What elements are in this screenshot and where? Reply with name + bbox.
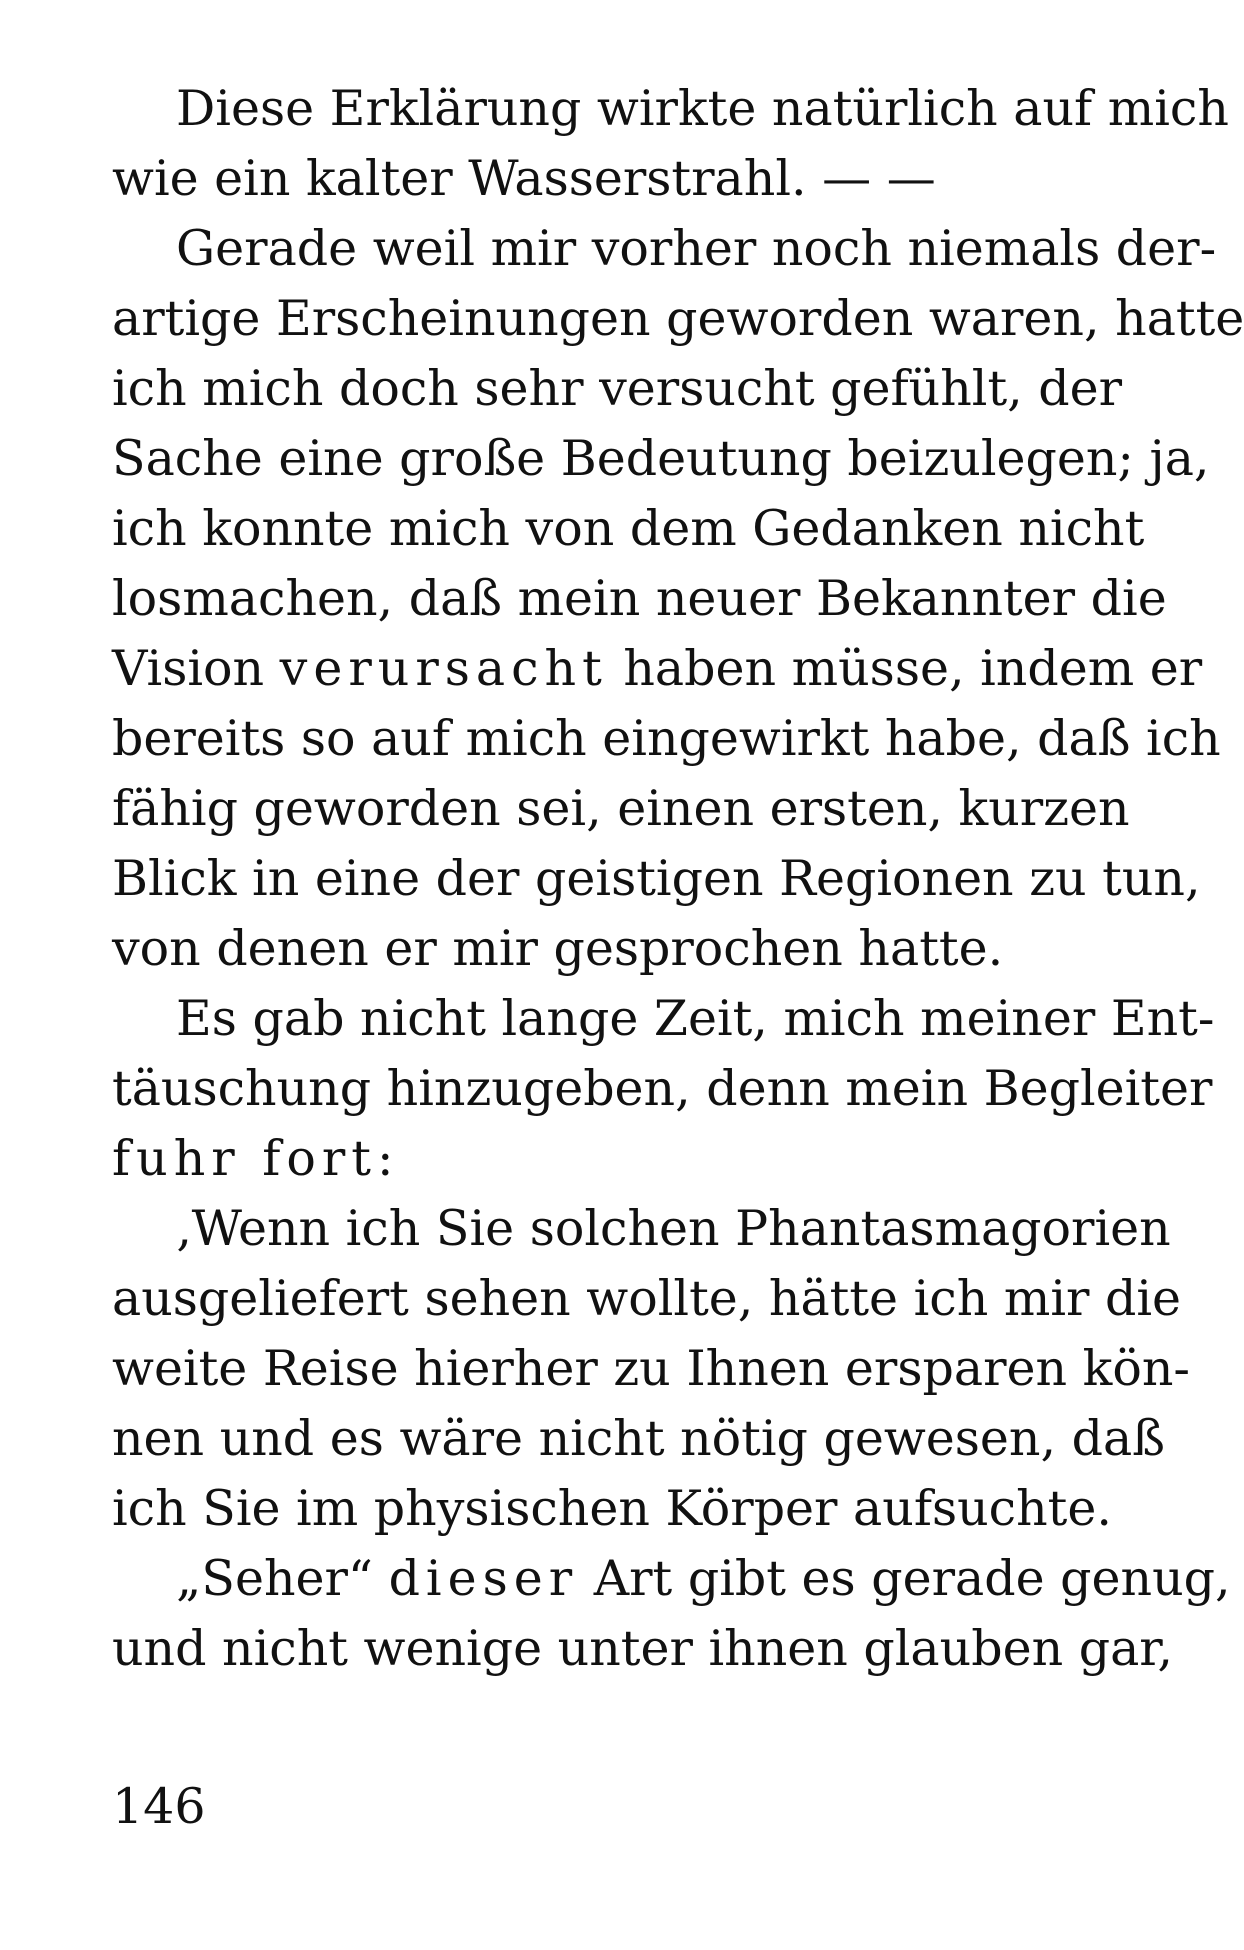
text-line: und nicht wenige unter ihnen glauben gar,	[112, 1620, 1173, 1677]
text-line: wie ein kalter Wasserstrahl. — —	[112, 150, 936, 207]
text-segment: Vision	[112, 640, 265, 697]
body-text	[112, 74, 1244, 1684]
text-line: Es gab nicht lange Zeit, mich meiner Ent-	[176, 990, 1215, 1047]
text-line: Sache eine große Bedeutung beizulegen; ja,	[112, 430, 1210, 487]
text-line: ausgeliefert sehen wollte, hätte ich mir die	[112, 1270, 1182, 1327]
emphasized-word: verursacht	[279, 640, 608, 697]
text-line: fuhr fort:	[112, 1130, 400, 1187]
text-line: ‚Wenn ich Sie solchen Phantasmagorien	[176, 1200, 1171, 1257]
text-line: ich konnte mich von dem Gedanken nicht	[112, 500, 1145, 557]
text-line	[112, 634, 1203, 704]
text-line: nen und es wäre nicht nötig gewesen, daß	[112, 1410, 1165, 1467]
text-line	[112, 1544, 1231, 1614]
text-segment: haben müsse, indem er	[623, 640, 1203, 697]
text-segment: „Seher“	[176, 1550, 373, 1607]
text-line: täuschung hinzugeben, denn mein Begleiter	[112, 1060, 1213, 1117]
text-line: bereits so auf mich eingewirkt habe, daß ich	[112, 710, 1221, 767]
text-line: ich Sie im physischen Körper aufsuchte.	[112, 1480, 1112, 1537]
text-line: weite Reise hierher zu Ihnen ersparen kön-	[112, 1340, 1190, 1397]
text-line: Gerade weil mir vorher noch niemals der-	[176, 220, 1217, 277]
text-line: von denen er mir gesprochen hatte.	[112, 920, 1004, 977]
text-line: Diese Erklärung wirkte natürlich auf mich	[176, 80, 1229, 137]
text-segment: Art gibt es gerade genug,	[593, 1550, 1231, 1607]
text-line: Blick in eine der geistigen Regionen zu tun,	[112, 850, 1201, 907]
page-number: 146	[112, 1778, 206, 1835]
text-line: losmachen, daß mein neuer Bekannter die	[112, 570, 1167, 627]
text-line: artige Erscheinungen geworden waren, hatte	[112, 290, 1244, 347]
text-line: ich mich doch sehr versucht gefühlt, der	[112, 360, 1123, 417]
emphasized-word: dieser	[388, 1550, 579, 1607]
text-line: fähig geworden sei, einen ersten, kurzen	[112, 780, 1130, 837]
